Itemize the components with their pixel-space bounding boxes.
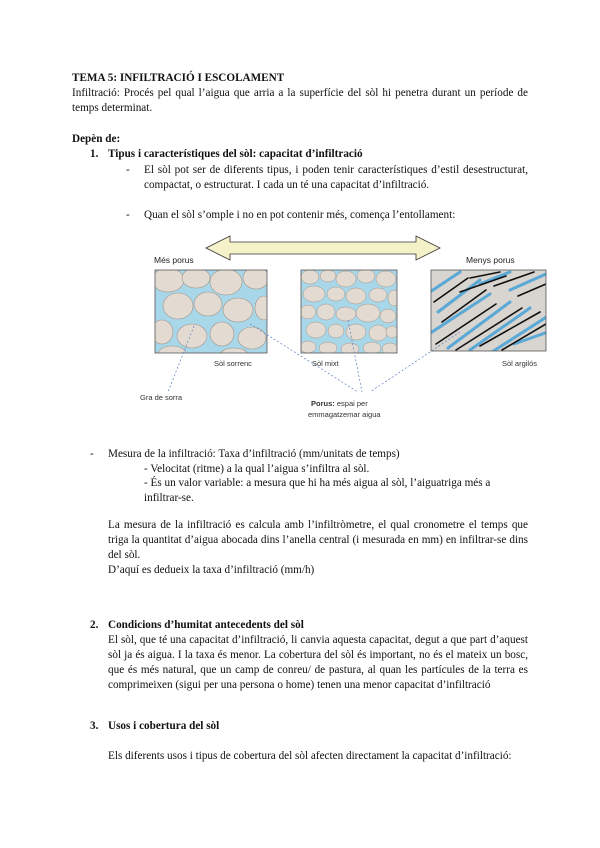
label-mixed-soil: Sòl mixt — [312, 359, 339, 368]
section-2-heading: Condicions d’humitat antecedents del sòl — [108, 619, 304, 631]
section-3-heading: Usos i cobertura del sòl — [108, 720, 220, 732]
measurement-paragraph-2: D’aquí es dedueix la taxa d’infiltració (mm/h) — [108, 564, 315, 576]
section-1-heading: Tipus i característiques del sòl: capacitat d’infiltració — [108, 148, 363, 160]
label-pores — [311, 399, 368, 408]
soil-porosity-figure — [130, 232, 550, 428]
measurement-paragraph-1: La mesura de la infiltració es calcula amb l’infiltròmetre, el qual cronometre el temps que triga la quantitat d’aigua abocada dins l’anella central (i mesurada en mm) en infiltrar-se dins del sòl. — [108, 519, 528, 561]
section-2-number: 2. — [90, 619, 99, 631]
sandy-soil-panel — [151, 267, 273, 362]
label-more-porous: Més porus — [154, 255, 194, 265]
definition-text: Infiltració: Procés pel qual l’aigua que arria a la superfície del sòl hi penetra durant un període de temps determinat. — [72, 87, 528, 114]
section-1-number: 1. — [90, 148, 99, 160]
measurement-sub-2: - És un valor variable: a mesura que hi ha més aigua al sòl, l’aiguatriga més a infiltrar-se. — [144, 477, 491, 504]
depends-heading: Depèn de: — [72, 133, 121, 145]
measurement-bullet: Mesura de la infiltració: Taxa d’infiltració (mm/unitats de temps) — [108, 448, 400, 460]
label-pores-bold: Porus: — [311, 399, 335, 408]
section-2-body: El sòl, que té una capacitat d’infiltració, li canvia aquesta capacitat, degut a que part d’aquest sòl ja és aigua. I la taxa és menor. La cobertura del sòl és important, no és el mateix un bosc, que és més natural, que un camp de conreu/ de pastura, al quan les partícules de la terra es comprimeixen (sigui per una persona o home) tenen una menor capacitat d’infiltració — [108, 634, 528, 691]
bullet-dash: - — [126, 164, 130, 176]
label-less-porous: Menys porus — [466, 255, 515, 265]
label-sandy-soil: Sòl sorrenc — [214, 359, 252, 368]
label-pores-rest: espai per — [334, 399, 368, 408]
double-arrow — [206, 236, 440, 260]
bullet-dash: - — [90, 448, 94, 460]
page-title: TEMA 5: INFILTRACIÓ I ESCOLAMENT — [72, 72, 285, 84]
mixed-soil-panel — [300, 269, 400, 355]
label-sand-grain: Gra de sorra — [140, 393, 183, 402]
label-clay-soil: Sòl argilós — [502, 359, 538, 368]
section-3-number: 3. — [90, 720, 99, 732]
section-1-bullet-2: Quan el sòl s’omple i no en pot contenir més, comença l’entollament: — [144, 209, 456, 221]
section-3-body: Els diferents usos i tipus de cobertura del sòl afecten directament la capacitat d’infiltració: — [108, 750, 512, 762]
clay-soil-panel — [430, 270, 548, 352]
label-pores-line2: emmagatzemar aigua — [308, 410, 381, 419]
measurement-sub-1: - Velocitat (ritme) a la qual l’aigua s’infiltra al sòl. — [144, 463, 370, 475]
section-1-bullet-1: El sòl pot ser de diferents tipus, i poden tenir característiques d’estil desestructurat, compactat, o estructurat. I cada un té una capacitat d’infiltració. — [144, 164, 528, 191]
bullet-dash: - — [126, 209, 130, 221]
